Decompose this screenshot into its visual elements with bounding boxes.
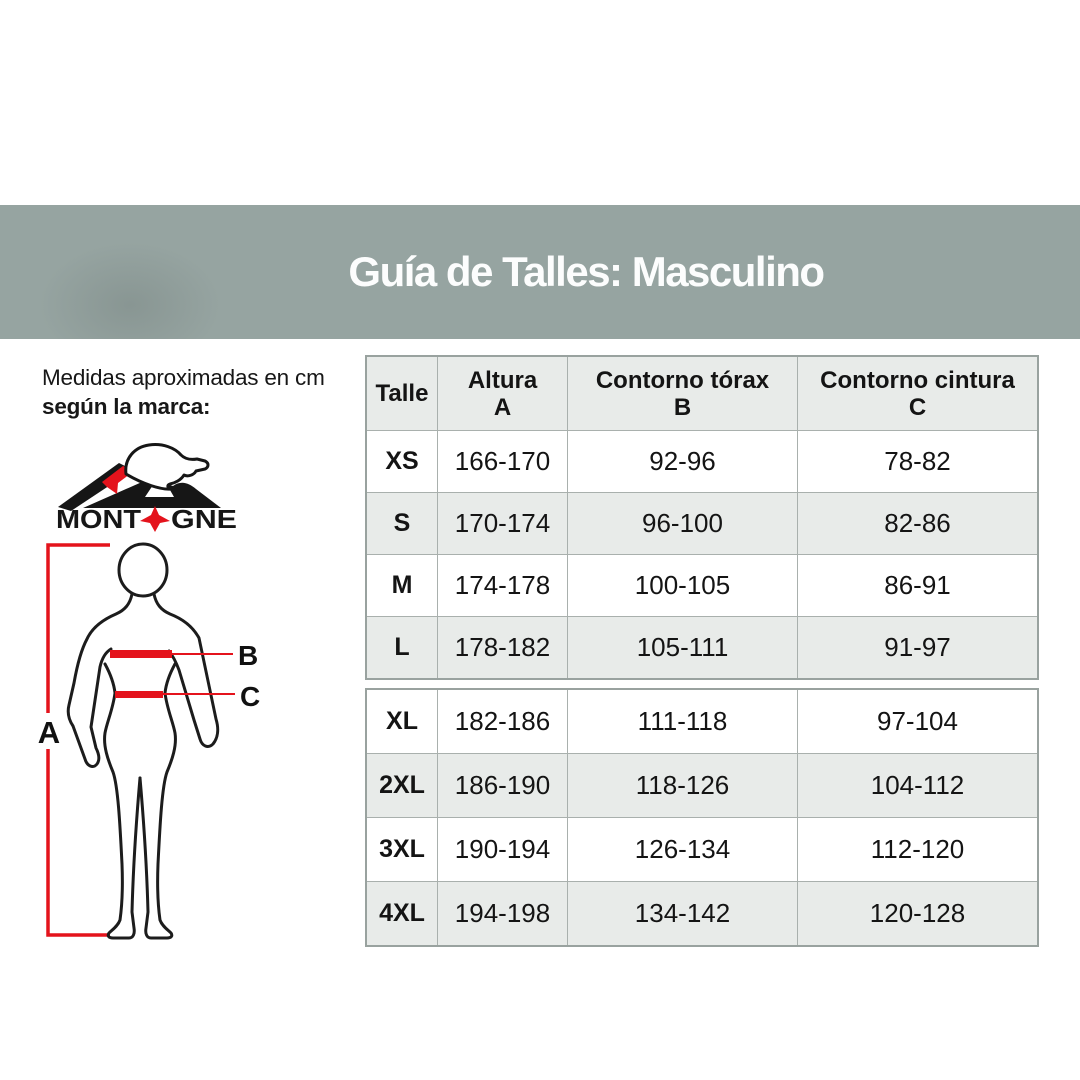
measures-note [42, 363, 325, 421]
label-b: B [238, 640, 259, 671]
cell-altura: 182-186 [437, 690, 567, 753]
table-row-m [367, 554, 1037, 616]
cell-torax: 92-96 [567, 431, 797, 492]
header-torax-sub: B [673, 393, 692, 421]
waist-measure-bar [115, 691, 163, 698]
cell-altura: 170-174 [437, 493, 567, 554]
table-row-xl [367, 690, 1037, 753]
header-torax-title: Contorno tórax [595, 366, 770, 394]
label-a: A [37, 715, 61, 750]
cell-size: L [394, 633, 410, 661]
cell-size: 4XL [379, 899, 425, 927]
body-measurement-diagram [28, 533, 263, 948]
logo-bird-icon [140, 506, 170, 532]
header-altura-sub: A [493, 393, 512, 421]
table-row-s [367, 492, 1037, 554]
cell-torax: 126-134 [567, 818, 797, 881]
logo-word-end: GNE [171, 504, 237, 533]
header-talle [367, 357, 437, 430]
cell-cintura: 120-128 [797, 882, 1037, 945]
measures-note-line2: según la marca: [42, 394, 211, 419]
header-talle-title: Talle [375, 380, 429, 407]
cell-cintura: 112-120 [797, 818, 1037, 881]
header-cintura-title: Contorno cintura [820, 366, 1015, 394]
measures-note-line1: Medidas aproximadas en cm [42, 365, 325, 390]
cell-torax: 111-118 [567, 690, 797, 753]
title-banner [0, 205, 1080, 339]
cell-cintura: 86-91 [797, 555, 1037, 616]
cell-size: S [393, 509, 411, 537]
table-row-2xl [367, 753, 1037, 817]
cell-altura: 186-190 [437, 754, 567, 817]
header-cintura-sub: C [908, 393, 927, 421]
header-altura-title: Altura [467, 366, 538, 394]
table-row-4xl [367, 881, 1037, 945]
cell-altura: 178-182 [437, 617, 567, 678]
cell-altura: 194-198 [437, 882, 567, 945]
cell-size: 2XL [379, 771, 425, 799]
cell-altura: 174-178 [437, 555, 567, 616]
chest-measure-bar [110, 650, 172, 658]
cell-torax: 105-111 [567, 617, 797, 678]
header-torax [567, 357, 797, 430]
cell-altura: 166-170 [437, 431, 567, 492]
cell-cintura: 78-82 [797, 431, 1037, 492]
cell-cintura: 91-97 [797, 617, 1037, 678]
montagne-logo [55, 438, 245, 533]
cell-torax: 96-100 [567, 493, 797, 554]
label-c: C [240, 681, 261, 712]
table-header-row [367, 357, 1037, 430]
size-table [365, 355, 1039, 947]
logo-word-start: MONT [56, 504, 142, 533]
cell-cintura: 104-112 [797, 754, 1037, 817]
size-table-upper-section [365, 355, 1039, 680]
page-title: Guía de Talles: Masculino [348, 248, 824, 295]
cell-cintura: 97-104 [797, 690, 1037, 753]
cell-size: 3XL [379, 835, 425, 863]
cell-size: XS [385, 447, 419, 475]
cell-size: XL [386, 707, 418, 735]
table-row-l [367, 616, 1037, 678]
size-table-lower-section [365, 688, 1039, 947]
header-altura [437, 357, 567, 430]
table-row-xs [367, 430, 1037, 492]
header-cintura [797, 357, 1037, 430]
cell-altura: 190-194 [437, 818, 567, 881]
body-silhouette [68, 544, 217, 938]
table-row-3xl [367, 817, 1037, 881]
table-section-gap [365, 680, 1039, 688]
cell-torax: 134-142 [567, 882, 797, 945]
cell-torax: 118-126 [567, 754, 797, 817]
cell-torax: 100-105 [567, 555, 797, 616]
cell-cintura: 82-86 [797, 493, 1037, 554]
cell-size: M [391, 571, 413, 599]
eagle-icon [126, 445, 208, 490]
